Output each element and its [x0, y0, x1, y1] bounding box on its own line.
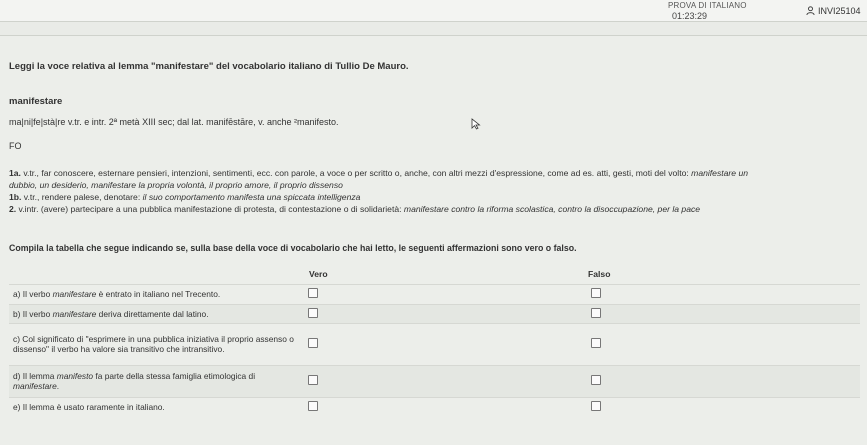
- table-row: [9, 397, 860, 417]
- false-checkbox-c[interactable]: [591, 338, 601, 348]
- table-header-row: [9, 264, 860, 284]
- definition-example: dubbio, un desiderio, manifestare la propria volontà, il proprio amore, il proprio dissenso: [9, 180, 343, 190]
- lemma-title: manifestare: [9, 96, 63, 107]
- timer: 01:23:29: [672, 11, 708, 21]
- false-checkbox-d[interactable]: [591, 375, 601, 385]
- task-instruction: Compila la tabella che segue indicando se, sulla base della voce di vocabolario che hai letto, le seguenti affermazioni sono vero o falso.: [9, 243, 577, 253]
- table-row: [9, 284, 860, 304]
- table-row: [9, 304, 860, 323]
- false-checkbox-e[interactable]: [591, 401, 601, 411]
- definition-1a-continued: [9, 180, 343, 191]
- definition-text: v.tr., rendere palese, denotare:: [21, 192, 143, 202]
- user-badge: [806, 6, 861, 16]
- definition-example: manifestare contro la riforma scolastica, contro la disoccupazione, per la pace: [403, 204, 701, 214]
- statement: a) Il verbo manifestare è entrato in italiano nel Trecento.: [9, 284, 301, 304]
- exam-title: PROVA DI ITALIANO: [668, 1, 747, 10]
- definition-text: v.tr., far conoscere, esternare pensieri, intenzioni, sentimenti, ecc. con parole, a voce o per scritto o, anche, con altri mezzi d'espressione, come ad es. atti, gesti, moti del volto:: [20, 168, 692, 178]
- true-checkbox-c[interactable]: [308, 338, 318, 348]
- statement-header: [9, 264, 301, 284]
- definition-1b: [9, 192, 360, 203]
- definition-text: v.intr. (avere) partecipare a una pubblica manifestazione di protesta, di contestazione o di solidarietà:: [16, 204, 404, 214]
- false-checkbox-a[interactable]: [591, 288, 601, 298]
- table-row: [9, 323, 860, 365]
- table-row: [9, 365, 860, 397]
- true-checkbox-b[interactable]: [308, 308, 318, 318]
- definition-example: il suo comportamento manifesta una spiccata intelligenza: [142, 192, 361, 202]
- true-false-table: [9, 264, 860, 417]
- statement: c) Col significato di "esprimere in una pubblica iniziativa il proprio assenso o dissenso" il verbo ha valore sia transitivo che intransitivo.: [9, 323, 301, 365]
- true-checkbox-e[interactable]: [308, 401, 318, 411]
- statement: d) Il lemma manifesto fa parte della stessa famiglia etimologica di manifestare.: [9, 365, 301, 397]
- etymology-line: ma|ni|fe|stà|re v.tr. e intr. 2ª metà XIII sec; dal lat. manifēstāre, v. anche ²manifesto.: [9, 117, 339, 127]
- mouse-cursor-icon: [471, 118, 481, 130]
- usage-mark: FO: [9, 141, 22, 151]
- statement: b) Il verbo manifestare deriva direttamente dal latino.: [9, 304, 301, 323]
- true-header: Vero: [309, 268, 328, 279]
- definition-2: [9, 204, 700, 215]
- user-id: INVI25104: [818, 6, 861, 16]
- true-checkbox-d[interactable]: [308, 375, 318, 385]
- statement: e) Il lemma è usato raramente in italiano.: [9, 397, 301, 417]
- true-checkbox-a[interactable]: [308, 288, 318, 298]
- false-checkbox-b[interactable]: [591, 308, 601, 318]
- definition-number: 2.: [9, 204, 17, 214]
- definition-1a: [9, 168, 748, 179]
- definition-example: manifestare un: [691, 168, 749, 178]
- definition-number: 1a.: [9, 168, 21, 178]
- user-icon: [806, 6, 815, 16]
- instruction-text: Leggi la voce relativa al lemma "manifestare" del vocabolario italiano di Tullio De Mauro.: [9, 61, 409, 72]
- definition-number: 1b.: [9, 192, 22, 202]
- top-bar: [0, 0, 867, 22]
- false-header: Falso: [588, 268, 611, 279]
